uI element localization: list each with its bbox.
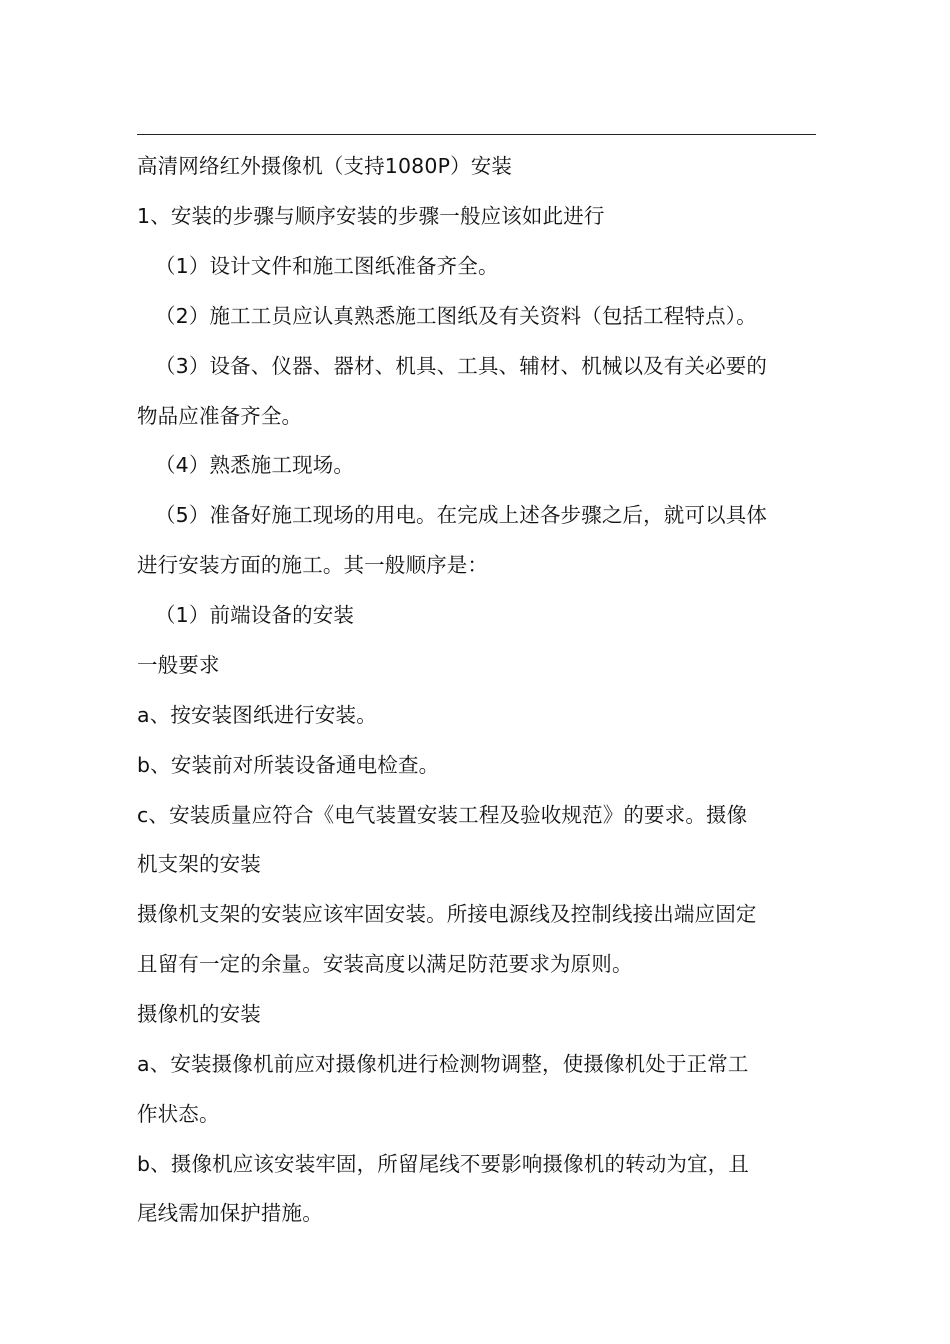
paragraph-line: （4）熟悉施工现场。 [155,453,355,477]
paragraph-line: 物品应准备齐全。 [137,404,303,428]
paragraph-line: （2）施工工员应认真熟悉施工图纸及有关资料（包括工程特点）。 [155,304,757,328]
header-rule [137,134,816,135]
paragraph-line: 进行安装方面的施工。其一般顺序是： [137,553,489,577]
list-item: b、安装前对所装设备通电检查。 [137,753,440,777]
paragraph-line: 摄像机支架的安装应该牢固安装。所接电源线及控制线接出端应固定 [137,902,757,926]
subsection-heading: （1）前端设备的安装 [155,603,355,627]
paragraph-line: 机支架的安装 [137,852,261,876]
list-item: b、摄像机应该安装牢固，所留尾线不要影响摄像机的转动为宜，且 [137,1152,750,1176]
paragraph-line: 作状态。 [137,1102,220,1126]
paragraph-line: 且留有一定的余量。安装高度以满足防范要求为原则。 [137,952,633,976]
subsection-heading: 一般要求 [137,653,220,677]
paragraph-line: 尾线需加保护措施。 [137,1201,323,1225]
section-heading: 1、安装的步骤与顺序安装的步骤一般应该如此进行 [137,204,605,228]
list-item: a、按安装图纸进行安装。 [137,703,377,727]
paragraph-line: （5）准备好施工现场的用电。在完成上述各步骤之后，就可以具体 [155,503,768,527]
document-title: 高清网络红外摄像机（支持1080P）安装 [137,154,513,178]
subsection-heading: 摄像机的安装 [137,1002,261,1026]
list-item: c、安装质量应符合《电气装置安装工程及验收规范》的要求。摄像 [137,803,748,827]
list-item: a、安装摄像机前应对摄像机进行检测物调整，使摄像机处于正常工 [137,1052,749,1076]
paragraph-line: （1）设计文件和施工图纸准备齐全。 [155,254,499,278]
paragraph-line: （3）设备、仪器、器材、机具、工具、辅材、机械以及有关必要的 [155,354,768,378]
